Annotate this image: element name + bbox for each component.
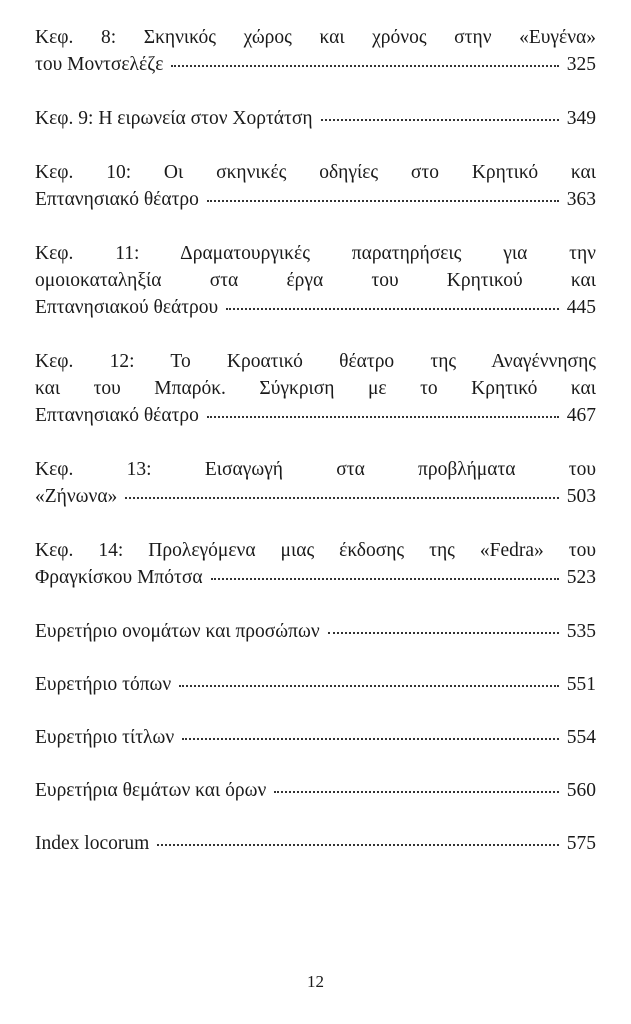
- toc-page-number: 535: [566, 621, 596, 642]
- dot-leader: [328, 632, 559, 634]
- toc-page-number: 523: [566, 567, 596, 588]
- toc-entry-ch14: [35, 537, 596, 591]
- toc-entry-last-line: [35, 105, 596, 132]
- toc-entry-title: Ευρετήριο τίτλων: [35, 727, 175, 748]
- dot-leader: [125, 497, 558, 499]
- toc-page-number: 575: [566, 833, 596, 854]
- toc-entry-title: Index locorum: [35, 833, 150, 854]
- toc-page-number: 325: [566, 54, 596, 75]
- toc-entry-index-titles: [35, 724, 596, 751]
- toc-entry-index-places: [35, 671, 596, 698]
- toc-entry-title: Κεφ. 9: Η ειρωνεία στον Χορτάτση: [35, 108, 313, 129]
- dot-leader: [321, 119, 559, 121]
- toc-entry-ch13: [35, 456, 596, 510]
- dot-leader: [179, 685, 559, 687]
- toc-entry-index-locorum: [35, 830, 596, 857]
- toc-entry-title-end: Επτανησιακό θέατρο: [35, 405, 199, 426]
- toc-entry-line: Κεφ. 10: Οι σκηνικές οδηγίες στο Κρητικό και: [35, 162, 596, 183]
- toc-entry-ch10: [35, 159, 596, 213]
- toc-page-number: 503: [566, 486, 596, 507]
- dot-leader: [211, 578, 559, 580]
- toc-entry-ch12: [35, 348, 596, 429]
- toc-entry-line: Κεφ. 14: Προλεγόμενα μιας έκδοσης της «Fedra» του: [35, 540, 596, 561]
- toc-page-number: 554: [566, 727, 596, 748]
- toc-entry-index-topics: [35, 777, 596, 804]
- dot-leader: [157, 844, 558, 846]
- toc-entry-line: Κεφ. 8: Σκηνικός χώρος και χρόνος στην «Ευγένα»: [35, 27, 596, 48]
- toc-entry-index-names: [35, 618, 596, 645]
- toc-entry-title: Ευρετήριο ονομάτων και προσώπων: [35, 621, 320, 642]
- toc-entry-title-end: Επτανησιακό θέατρο: [35, 189, 199, 210]
- toc-entry-title-end: του Μοντσελέζε: [35, 54, 164, 75]
- toc-entry-title: Ευρετήριο τόπων: [35, 674, 172, 695]
- toc-entry-last-line: [35, 294, 596, 321]
- toc-entry-last-line: [35, 830, 596, 857]
- toc-entry-line: και του Μπαρόκ. Σύγκριση με το Κρητικό και: [35, 378, 596, 399]
- toc-entry-ch9: [35, 105, 596, 132]
- toc-entry-last-line: [35, 51, 596, 78]
- dot-leader: [182, 738, 559, 740]
- toc-entry-last-line: [35, 186, 596, 213]
- dot-leader: [226, 308, 559, 310]
- toc-entry-last-line: [35, 618, 596, 645]
- toc-page-number: 551: [566, 674, 596, 695]
- toc-page-number: 445: [566, 297, 596, 318]
- toc-entry-line: Κεφ. 11: Δραματουργικές παρατηρήσεις για την: [35, 243, 596, 264]
- toc-entry-last-line: [35, 402, 596, 429]
- toc-entry-title-end: «Ζήνωνα»: [35, 486, 118, 507]
- toc-entry-last-line: [35, 671, 596, 698]
- toc-entry-title: Ευρετήρια θεμάτων και όρων: [35, 780, 267, 801]
- toc-page-number: 467: [566, 405, 596, 426]
- toc-entry-last-line: [35, 724, 596, 751]
- toc-entry-title-end: Φραγκίσκου Μπότσα: [35, 567, 203, 588]
- dot-leader: [207, 416, 559, 418]
- toc-page-number: 349: [566, 108, 596, 129]
- toc-entry-last-line: [35, 777, 596, 804]
- dot-leader: [171, 65, 558, 67]
- table-of-contents: [35, 24, 596, 883]
- toc-entry-title-end: Επτανησιακού θεάτρου: [35, 297, 219, 318]
- toc-entry-line: ομοιοκαταληξία στα έργα του Κρητικού και: [35, 270, 596, 291]
- toc-entry-last-line: [35, 483, 596, 510]
- toc-page-number: 560: [566, 780, 596, 801]
- toc-entry-ch8: [35, 24, 596, 78]
- toc-entry-last-line: [35, 564, 596, 591]
- toc-entry-line: Κεφ. 13: Εισαγωγή στα προβλήματα του: [35, 459, 596, 480]
- toc-entry-ch11: [35, 240, 596, 321]
- toc-entry-line: Κεφ. 12: Το Κροατικό θέατρο της Αναγέννησης: [35, 351, 596, 372]
- dot-leader: [274, 791, 558, 793]
- toc-page-number: 363: [566, 189, 596, 210]
- dot-leader: [207, 200, 559, 202]
- page-number: 12: [307, 972, 324, 991]
